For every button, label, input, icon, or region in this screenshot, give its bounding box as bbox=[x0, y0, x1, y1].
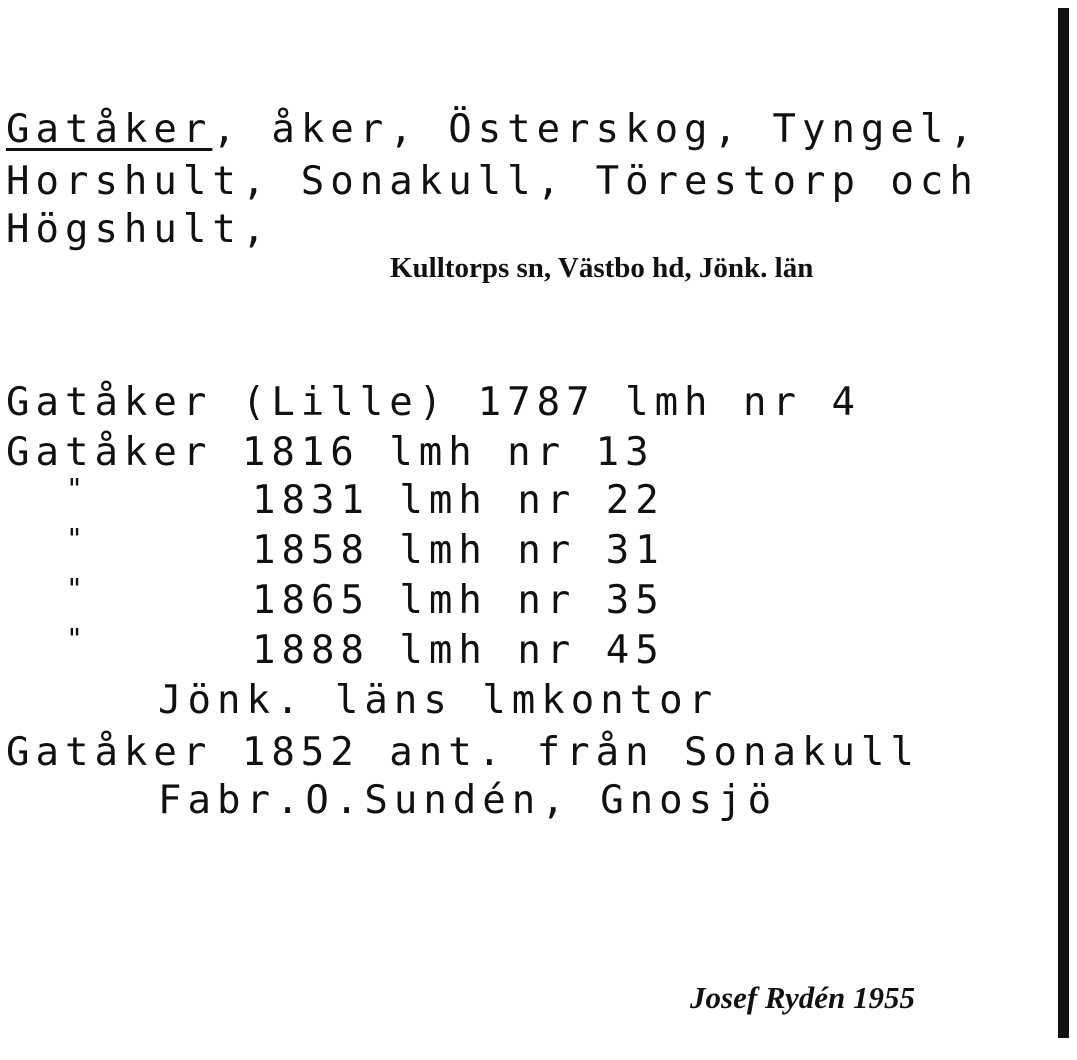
place-name-underlined: Gatåker bbox=[6, 107, 213, 152]
record-text: 1816 lmh nr 13 bbox=[212, 430, 655, 475]
archive-line: Jönk. läns lmkontor bbox=[158, 678, 719, 723]
ditto-mark: " bbox=[66, 622, 83, 655]
ditto-mark: " bbox=[66, 522, 83, 555]
ditto-record-text: 1831 lmh nr 22 bbox=[252, 478, 665, 523]
ditto-mark: " bbox=[66, 572, 83, 605]
heading-line-2: Horshult, Sonakull, Törestorp och bbox=[6, 159, 979, 204]
ditto-record-text: 1865 lmh nr 35 bbox=[252, 578, 665, 623]
record-line bbox=[6, 378, 861, 428]
heading-line-3: Högshult, bbox=[6, 207, 272, 252]
card-edge-bar bbox=[1058, 8, 1069, 1038]
record-label: Gatåker bbox=[6, 430, 213, 475]
heading-line-1 bbox=[6, 104, 979, 156]
record-line bbox=[6, 428, 655, 478]
signature: Josef Rydén 1955 bbox=[690, 980, 916, 1015]
ditto-record-text: 1858 lmh nr 31 bbox=[252, 528, 665, 573]
record-label: Gatåker (Lille) bbox=[6, 380, 449, 425]
record-text: 1787 lmh nr 4 bbox=[448, 380, 861, 425]
ditto-record-text: 1888 lmh nr 45 bbox=[252, 628, 665, 673]
record-1852-line: Gatåker 1852 ant. från Sonakull bbox=[6, 730, 920, 775]
archive-line: Fabr.O.Sundén, Gnosjö bbox=[158, 778, 778, 823]
parish-line: Kulltorps sn, Västbo hd, Jönk. län bbox=[390, 252, 814, 284]
ditto-mark: " bbox=[66, 472, 83, 505]
heading-line-1-rest: , åker, Österskog, Tyngel, bbox=[212, 107, 979, 152]
